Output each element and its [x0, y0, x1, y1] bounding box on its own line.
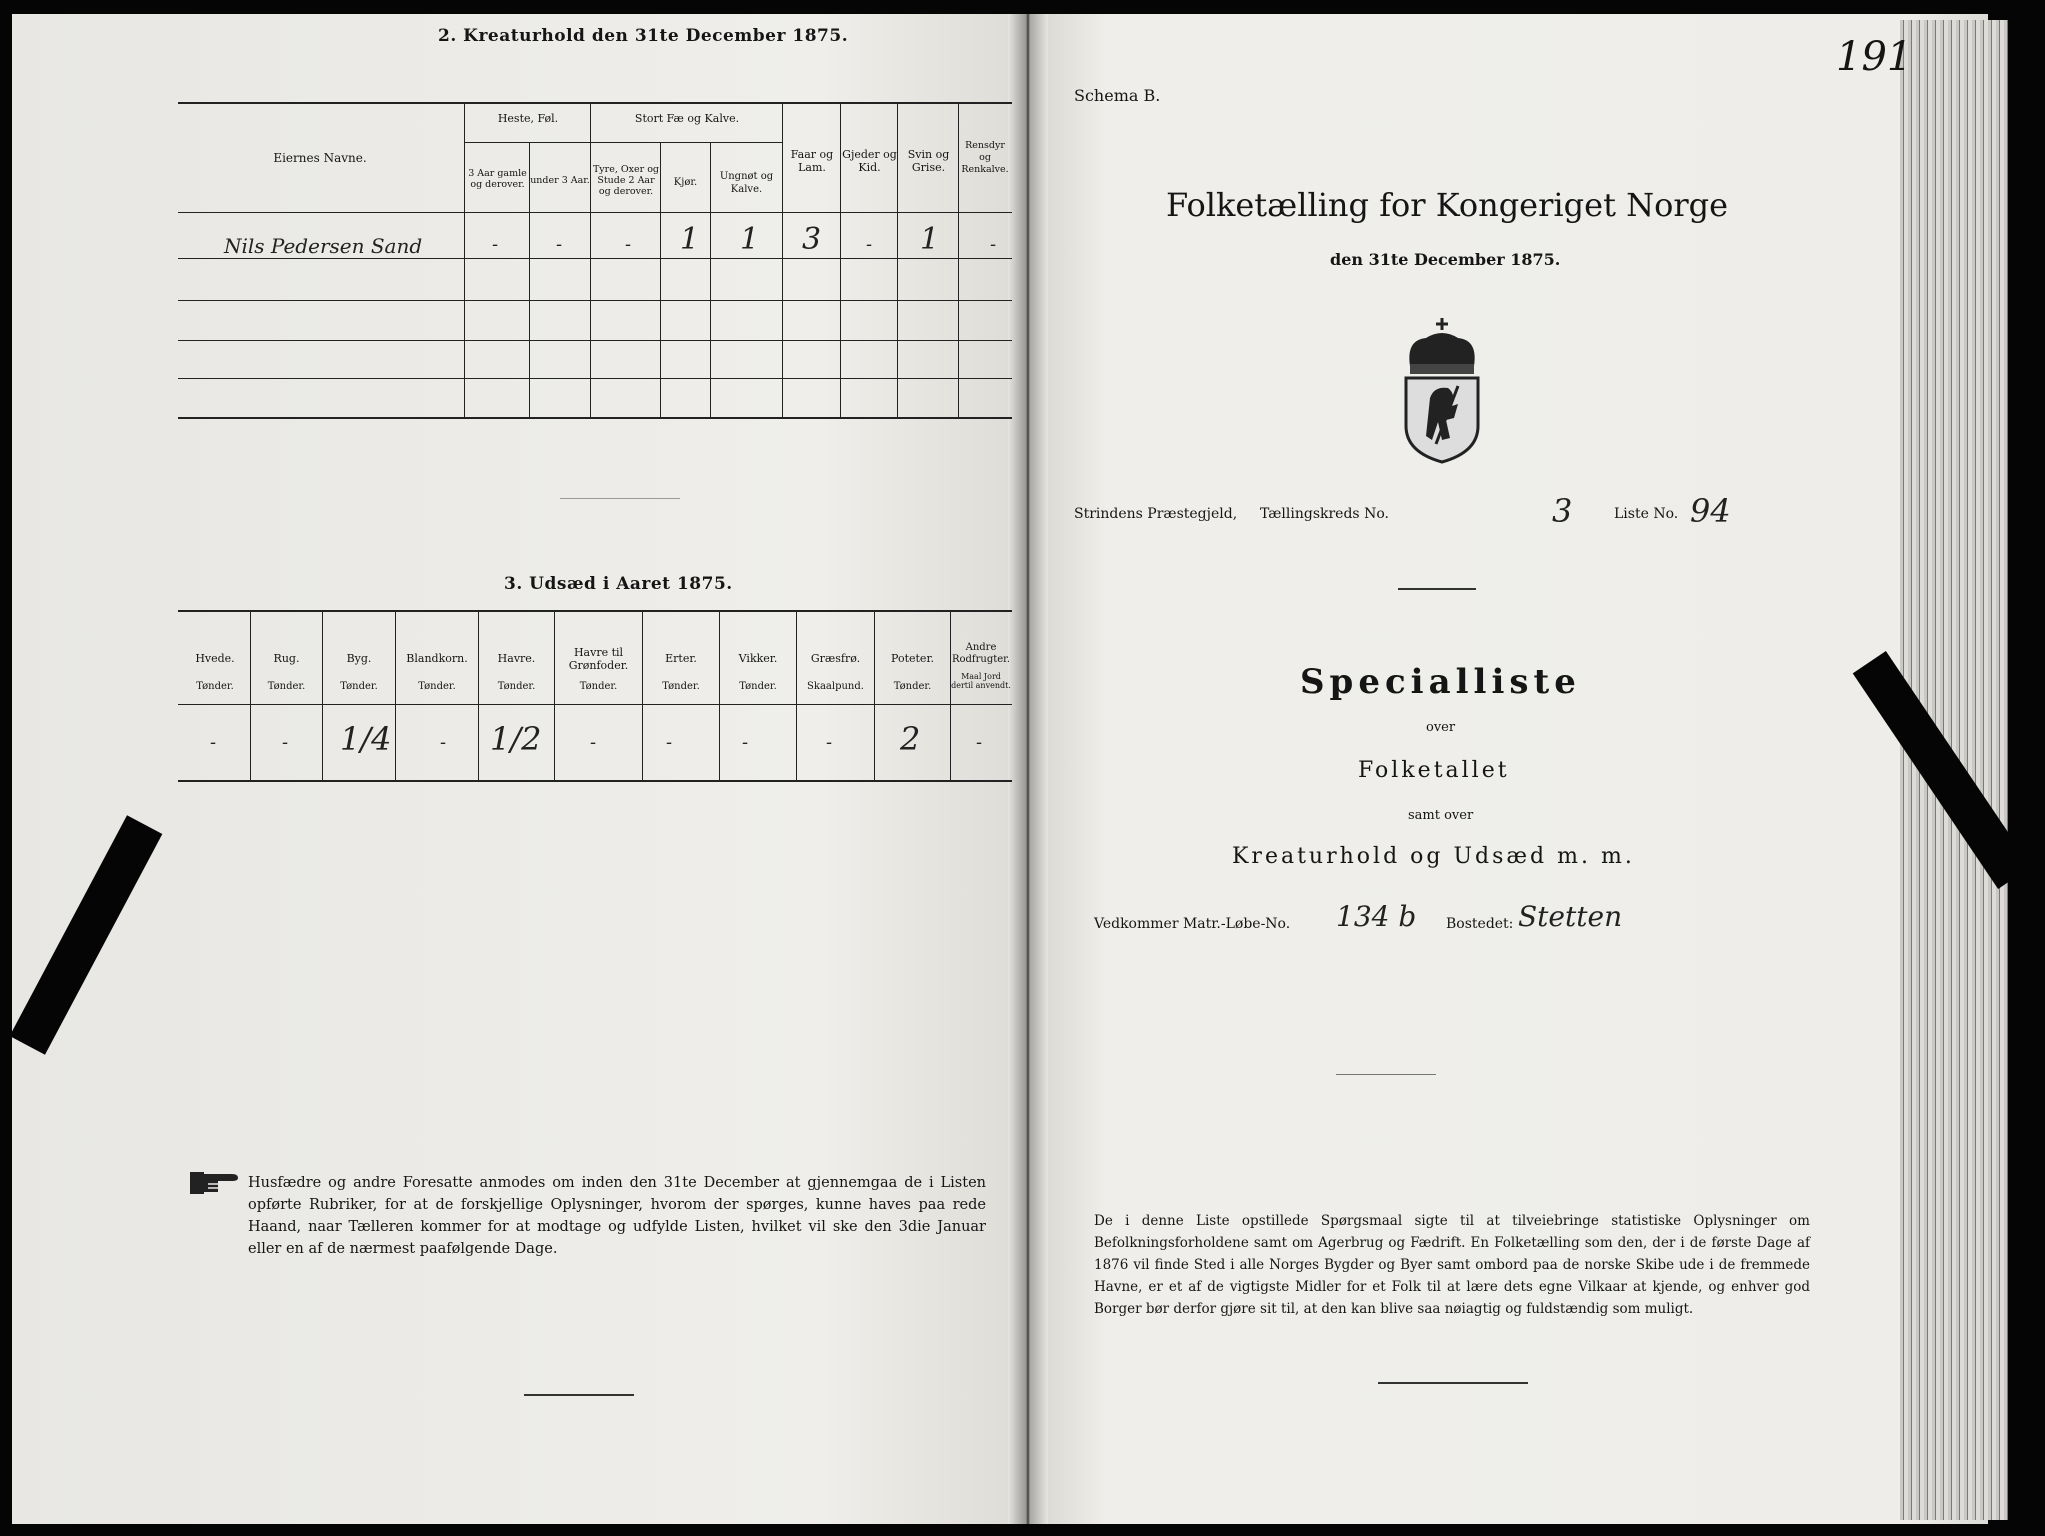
matr-number: 134 b — [1336, 900, 1417, 933]
header-svin: Svin og Grise. — [907, 148, 950, 174]
udsaed-unit-havre: Tønder. — [497, 681, 536, 692]
udsaed-val-gronfoder: - — [590, 732, 597, 753]
header-owner: Eiernes Navne. — [273, 151, 367, 165]
udsaed-val-poteter: 2 — [900, 720, 921, 758]
header-heste-a: 3 Aar gamle og derover. — [468, 168, 527, 190]
udsaed-unit-vikker: Tønder. — [739, 681, 777, 692]
udsaed-unit-andre: Maal Jord dertil anvendt. — [951, 672, 1011, 690]
udsaed-header-blandkorn: Blandkorn. — [406, 652, 468, 665]
header-storfe-b: Kjør. — [673, 177, 698, 188]
header-faar: Faar og Lam. — [790, 148, 834, 174]
notice-text: Husfædre og andre Foresatte anmodes om inden den 31te December at gjennemgaa de i Listen opførte Rubriker, for at de forskjellige Oplysninger, hvorom der spørges, kunne haves paa rede Haand, naar Tælleren kommer for at modtage og udfylde Listen, hvilket vil ske den 3die Januar eller en af de nærmest paafølgende Dage. — [248, 1175, 986, 1257]
cell-storfe-c: 1 — [740, 222, 760, 257]
udsaed-header-graesfro: Græsfrø. — [810, 652, 861, 665]
pointing-hand-icon — [188, 1164, 244, 1198]
udsaed-val-graesfro: - — [826, 732, 833, 753]
samt-over-text: samt over — [1408, 808, 1474, 823]
header-storfe-c: Ungnøt og Kalve. — [719, 171, 774, 195]
list-number: 94 — [1690, 492, 1731, 530]
udsaed-unit-graesfro: Skaalpund. — [807, 681, 864, 692]
cell-storfe-a: - — [625, 234, 632, 255]
census-title: Folketælling for Kongeriget Norge — [1166, 186, 1729, 224]
cell-svin: 1 — [920, 222, 940, 257]
cell-gjeder: - — [866, 234, 873, 255]
udsaed-header-poteter: Poteter. — [891, 652, 934, 665]
folketallet-text: Folketallet — [1358, 758, 1510, 783]
udsaed-val-havre: 1/2 — [490, 720, 542, 758]
schema-label: Schema B. — [1074, 86, 1161, 105]
bosted-label: Bostedet: — [1446, 916, 1514, 932]
left-page — [12, 14, 1024, 1524]
udsaed-val-rug: - — [282, 732, 289, 753]
header-storfe-group: Stort Fæ og Kalve. — [634, 112, 740, 125]
udsaed-unit-erter: Tønder. — [662, 681, 700, 692]
census-note: De i denne Liste opstillede Spørgsmaal sigte til at tilveiebringe statistiske Oplysninger om Befolkningsforholdene samt om Agerbrug og Fædrift. En Folketælling som den, der i de første Dage af 1876 vil finde Sted i alle Norges Bygder og Byer samt ombord paa de norske Skibe ude i de fremmede Havne, er et af de vigtigste Midler for et Folk til at lære dets egne Vilkaar at kjende, og enhver god Borger bør derfor gjøre sit til, at den kan blive saa nøiagtig og fuldstændig som muligt. — [1094, 1213, 1810, 1317]
udsaed-header-vikker: Vikker. — [738, 652, 778, 665]
section2-title: 2. Kreaturhold den 31te December 1875. — [438, 26, 849, 46]
udsaed-header-erter: Erter. — [665, 652, 697, 665]
udsaed-header-havre-gronfoder: Havre til Grønfoder. — [568, 646, 629, 672]
udsaed-unit-poteter: Tønder. — [893, 681, 932, 692]
header-gjeder: Gjeder og Kid. — [842, 148, 897, 174]
bosted-value: Stetten — [1518, 900, 1623, 933]
page-number: 191 — [1836, 34, 1913, 80]
cell-rensdyr: - — [990, 234, 997, 255]
udsaed-val-byg: 1/4 — [340, 720, 392, 758]
district-label: Tællingskreds No. — [1260, 506, 1389, 522]
udsaed-val-andre: - — [976, 732, 983, 753]
udsaed-val-hvede: - — [210, 732, 217, 753]
udsaed-header-byg: Byg. — [346, 652, 372, 665]
matr-label: Vedkommer Matr.-Løbe-No. — [1094, 916, 1291, 932]
cell-faar: 3 — [802, 222, 822, 257]
udsaed-header-andre: Andre Rodfrugter. — [951, 642, 1011, 665]
udsaed-unit-byg: Tønder. — [340, 681, 378, 692]
census-subtitle: den 31te December 1875. — [1330, 250, 1561, 269]
cell-heste-a: - — [492, 234, 499, 255]
over-text-1: over — [1426, 720, 1456, 735]
cell-storfe-b: 1 — [680, 222, 700, 257]
header-heste-b: under 3 Aar. — [530, 175, 590, 186]
list-label: Liste No. — [1614, 506, 1679, 522]
owner-name: Nils Pedersen Sand — [224, 234, 423, 258]
district-number: 3 — [1552, 492, 1573, 530]
kreaturhold-text: Kreaturhold og Udsæd m. m. — [1232, 844, 1635, 869]
header-heste-group: Heste, Føl. — [497, 112, 559, 125]
section3-title: 3. Udsæd i Aaret 1875. — [504, 574, 733, 594]
book-spine — [1008, 14, 1048, 1524]
udsaed-unit-havre-gronfoder: Tønder. — [579, 681, 618, 692]
cell-heste-b: - — [556, 234, 563, 255]
udsaed-val-erter: - — [666, 732, 673, 753]
udsaed-unit-rug: Tønder. — [267, 681, 306, 692]
udsaed-header-havre: Havre. — [497, 652, 536, 665]
coat-of-arms-icon — [1396, 316, 1488, 464]
udsaed-val-blandkorn: - — [440, 732, 447, 753]
parish-label: Strindens Præstegjeld, — [1074, 506, 1238, 522]
udsaed-header-rug: Rug. — [273, 652, 300, 665]
header-storfe-a: Tyre, Oxer og Stude 2 Aar og derover. — [592, 164, 660, 197]
udsaed-unit-hvede: Tønder. — [196, 681, 234, 692]
udsaed-header-hvede: Hvede. — [195, 652, 235, 665]
specialliste-title: Specialliste — [1300, 662, 1581, 702]
udsaed-val-vikker: - — [742, 732, 749, 753]
header-rensdyr: Rensdyr og Renkalve. — [961, 140, 1009, 175]
udsaed-unit-blandkorn: Tønder. — [418, 681, 456, 692]
